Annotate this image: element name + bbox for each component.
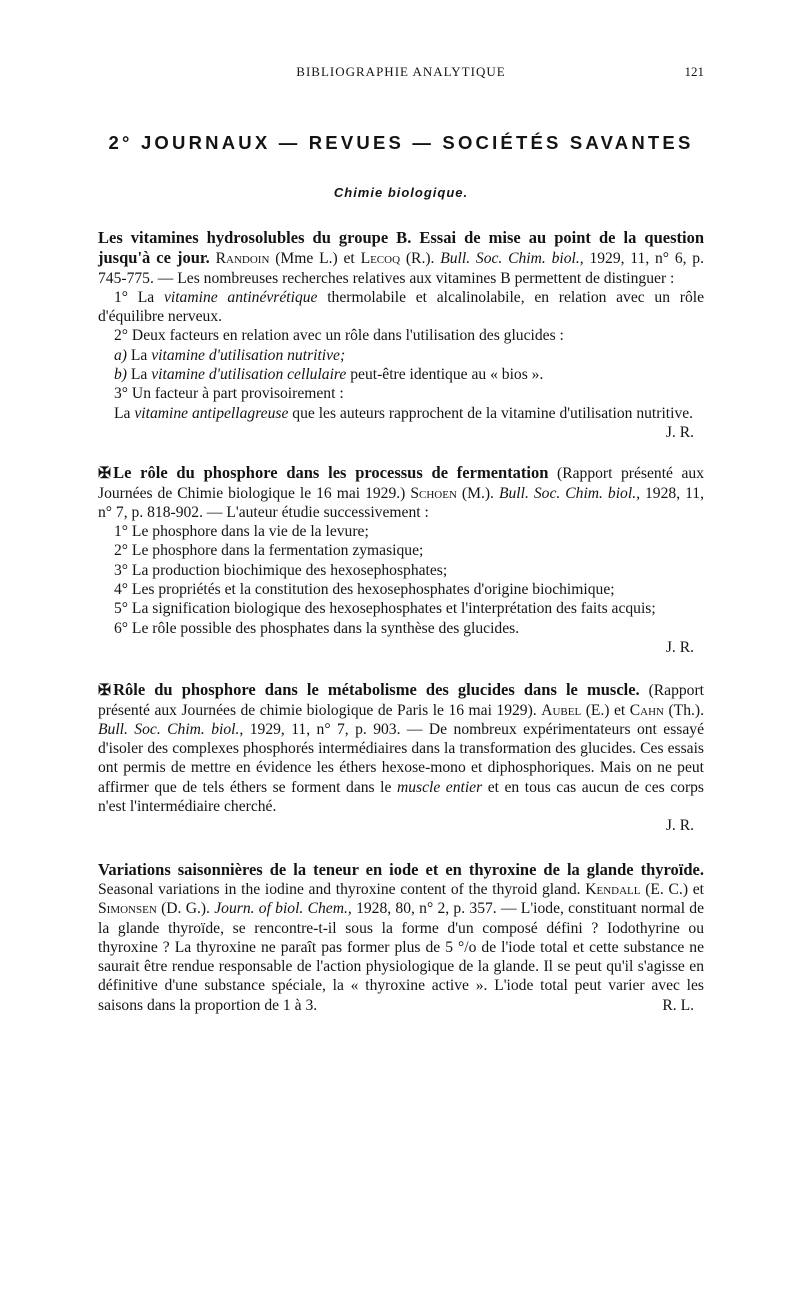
author: Randoin	[215, 250, 270, 268]
author: Cahn	[629, 701, 664, 719]
list-item: 3° Un facteur à part provisoirement :	[114, 385, 344, 403]
list-item: 3° La production biochimique des hexosephosphates;	[114, 561, 448, 579]
item-text: La	[114, 404, 131, 422]
author-initials: (E. C.) et	[645, 880, 704, 898]
list-item: 1° Le phosphore dans la vie de la levure;	[114, 523, 369, 541]
journal-name: Bull. Soc. Chim. biol.,	[98, 720, 244, 738]
subsection-title: Chimie biologique.	[333, 185, 469, 200]
entry-intro: (Rapport présenté aux Journées de chimie biologique de Paris le 16 mai 1929).	[98, 682, 704, 719]
reference-text: 1929, 11, n° 7, p. 903. — De nombreux expérimentateurs ont essayé d'isoler des complexes phosphorés intermédiaires dans la transformation des glucides. Ces essais ont permis de mettre en évidence les éthers hexose-mono et diphosphoriques. Mais on ne peut affirmer que de tels éthers se forment dans le	[98, 720, 704, 796]
running-header	[98, 60, 704, 86]
reference-text: 1929, 11, n° 6, p. 745-775. — Les nombreuses recherches relatives aux vitamines B permettent de distinguer :	[98, 250, 705, 287]
item-text: La	[130, 346, 148, 364]
entry-intro: (Rapport présenté aux Journées de Chimie biologique le 16 mai 1929.)	[98, 465, 705, 502]
list-item: 6° Le rôle possible des phosphates dans la synthèse des glucides.	[114, 619, 520, 637]
entry-intro: Seasonal variations in the iodine and thyroxine content of the thyroid gland.	[98, 880, 581, 898]
author-initials: (R.).	[405, 250, 435, 268]
entry-vitamines	[98, 228, 704, 442]
item-text: peut-être identique au « bios ».	[350, 366, 544, 384]
author: Schoen	[410, 484, 457, 502]
cross-mark-icon: ✠	[98, 682, 112, 700]
entry-paragraph	[98, 680, 704, 816]
list-item	[98, 365, 704, 384]
entry-iode-thyroxine	[98, 860, 704, 1015]
entry-phosphore-fermentation	[98, 463, 704, 657]
entry-paragraph	[98, 463, 704, 522]
page-number: 121	[684, 64, 704, 79]
author-initials: (E.) et	[585, 701, 626, 719]
entry-paragraph	[98, 228, 704, 288]
item-text: La	[130, 366, 148, 384]
entry-title: Les vitamines hydrosolubles du groupe B. Essai de mise au point de la question jusqu'à ce jour.	[98, 228, 704, 268]
item-italic: vitamine antipellagreuse	[134, 404, 289, 422]
entry-paragraph	[98, 860, 704, 1015]
entry-title: Variations saisonnières de la teneur en iode et en thyroxine de la glande thyroïde.	[98, 859, 704, 879]
item-italic: vitamine d'utilisation cellulaire	[151, 366, 347, 384]
signature: J. R.	[665, 423, 694, 441]
list-item	[98, 404, 704, 423]
item-label: a)	[114, 346, 127, 364]
list-item: 2° Le phosphore dans la fermentation zymasique;	[114, 542, 424, 560]
entry-title: Rôle du phosphore dans le métabolisme des glucides dans le muscle.	[113, 680, 640, 700]
author-initials: (Mme L.) et	[275, 250, 355, 268]
item-label: b)	[114, 366, 127, 384]
author: Aubel	[541, 701, 582, 719]
list-item: 5° La signification biologique des hexosephosphates et l'interprétation des faits acquis;	[114, 600, 656, 618]
running-title: BIBLIOGRAPHIE ANALYTIQUE	[296, 64, 506, 79]
italic-phrase: muscle entier	[396, 778, 483, 796]
journal-name: Bull. Soc. Chim. biol.,	[498, 484, 640, 502]
author: Lecoq	[360, 250, 401, 268]
list-item	[98, 288, 704, 327]
list-item: 4° Les propriétés et la constitution des hexosephosphates d'origine biochimique;	[114, 581, 615, 599]
signature: J. R.	[665, 638, 694, 656]
reference-text: et en tous cas aucun de ces corps n'est l'intermédiaire cherché.	[98, 778, 704, 816]
author: Kendall	[585, 880, 641, 898]
author-initials: (M.).	[461, 484, 494, 502]
reference-text: 1928, 80, n° 2, p. 357. — L'iode, constituant normal de la glande thyroïde, se rencontre-t-il sous la forme d'un composé défini ? Iodothyrine ou thyroxine ? La thyroxine ne paraît pas former plus de 5 °/o de l'iode total et cette substance ne saurait être rendue responsable de l'action physiologique de la glande. Il se peut qu'il s'agisse en définitive d'une substance spéciale, la « thyroxine active ». L'iode total peut varier avec les saisons dans la proportion de 1 à 3.	[98, 900, 705, 1014]
page	[98, 60, 704, 1015]
journal-name: Bull. Soc. Chim. biol.,	[440, 250, 584, 268]
author-initials: (Th.).	[668, 701, 704, 719]
list-item: 2° Deux facteurs en relation avec un rôle dans l'utilisation des glucides :	[114, 327, 564, 345]
section-title: 2° JOURNAUX — REVUES — SOCIÉTÉS SAVANTES	[108, 132, 694, 153]
signature: J. R.	[665, 817, 694, 835]
cross-mark-icon: ✠	[98, 465, 112, 483]
entry-title: Le rôle du phosphore dans les processus de fermentation	[113, 463, 549, 483]
author: Simonsen	[98, 900, 157, 918]
item-italic: vitamine antinévrétique	[163, 288, 318, 306]
item-italic: vitamine d'utilisation nutritive;	[151, 346, 346, 364]
journal-name: Journ. of biol. Chem.,	[214, 900, 352, 918]
item-number: 1°	[114, 288, 129, 306]
entry-phosphore-muscle	[98, 680, 704, 835]
item-text: que les auteurs rapprochent de la vitamine d'utilisation nutritive.	[292, 404, 694, 422]
signature: R. L.	[662, 996, 694, 1014]
list-item	[98, 346, 704, 365]
item-text: thermolabile et alcalinolabile, en relation avec un rôle d'équilibre nerveux.	[98, 288, 704, 326]
item-text: La	[137, 288, 155, 306]
reference-text: 1928, 11, n° 7, p. 818-902. — L'auteur étudie successivement :	[98, 484, 704, 521]
author-initials: (D. G.).	[161, 900, 210, 918]
